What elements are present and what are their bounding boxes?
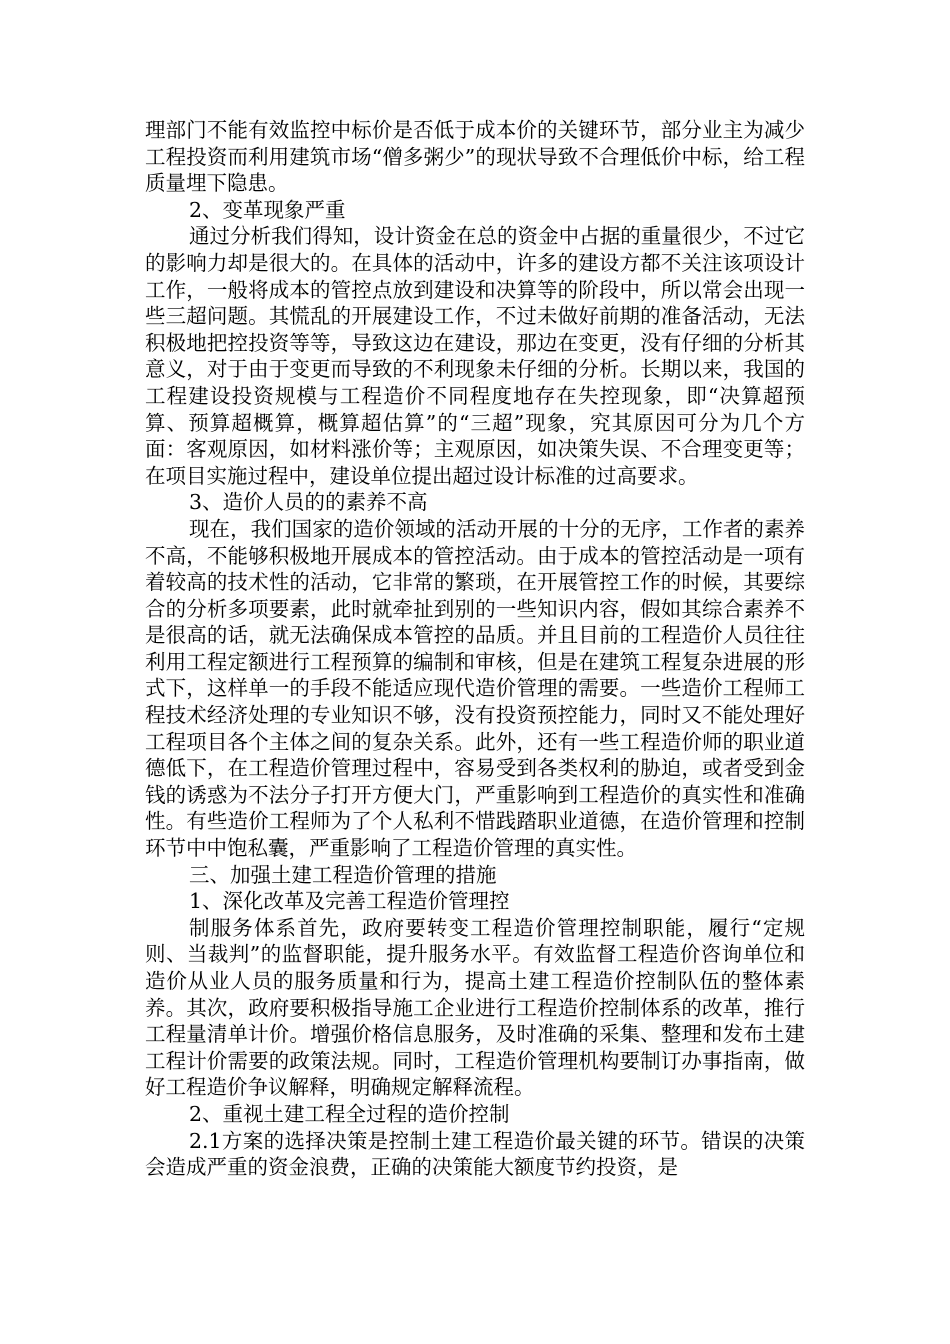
paragraph: 通过分析我们得知，设计资金在总的资金中占据的重量很少，不过它的影响力却是很大的。在具体的活动中，许多的建设方都不关注该项设计工作，一般将成本的管控点放到建设和决算等的阶段中，所以常会出现一些三超问题。其慌乱的开展建设工作，不过未做好前期的准备活动，无法积极地把控投资等等，导致这边在建设，那边在变更，没有仔细的分析其意义，对于由于变更而导致的不利现象未仔细的分析。长期以来，我国的工程建设投资规模与工程造价不同程度地存在失控现象，即“决算超预算、预算超概算，概算超估算”的“三超”现象，究其原因可分为几个方面：客观原因，如材料涨价等；主观原因，如决策失误、不合理变更等；在项目实施过程中，建设单位提出超过设计标准的过高要求。 [145, 224, 805, 488]
paragraph: 现在，我们国家的造价领域的活动开展的十分的无序，工作者的素养不高，不能够积极地开展成本的管控活动。由于成本的管控活动是一项有着较高的技术性的活动，它非常的繁琐，在开展管控工作的时候，其要综合的分析多项要素，此时就牵扯到别的一些知识内容，假如其综合素养不是很高的话，就无法确保成本管控的品质。并且目前的工程造价人员往往利用工程定额进行工程预算的编制和审核，但是在建筑工程复杂进展的形式下，这样单一的手段不能适应现代造价管理的需要。一些造价工程师工程技术经济处理的专业知识不够，没有投资预控能力，同时又不能处理好工程项目各个主体之间的复杂关系。此外，还有一些工程造价师的职业道德低下，在工程造价管理过程中，容易受到各类权利的胁迫，或者受到金钱的诱惑为不法分子打开方便大门，严重影响到工程造价的真实性和准确性。有些造价工程师为了个人私利不惜践踏职业道德，在造价管理和控制环节中中饱私囊，严重影响了工程造价管理的真实性。 [145, 516, 805, 861]
section-heading: 2、变革现象严重 [189, 197, 346, 222]
paragraph-continuation: 理部门不能有效监控中标价是否低于成本价的关键环节，部分业主为减少工程投资而利用建筑市场“僧多粥少”的现状导致不合理低价中标，给工程质量埋下隐患。 [145, 118, 805, 196]
section-heading: 2、重视土建工程全过程的造价控制 [189, 1101, 510, 1126]
section-heading: 3、造价人员的的素养不高 [189, 490, 428, 515]
chapter-heading: 三、加强土建工程造价管理的措施 [189, 862, 497, 887]
document-page [145, 117, 805, 1181]
paragraph: 2.1方案的选择决策是控制土建工程造价最关键的环节。错误的决策会造成严重的资金浪费，正确的决策能大额度节约投资，是 [145, 1128, 805, 1180]
section-heading: 1、深化改革及完善工程造价管理控 [189, 889, 510, 914]
paragraph: 制服务体系首先，政府要转变工程造价管理控制职能，履行“定规则、当裁判”的监督职能，提升服务水平。有效监督工程造价咨询单位和造价从业人员的服务质量和行为，提高土建工程造价控制队伍的整体素养。其次，政府要积极指导施工企业进行工程造价控制体系的改革，推行工程量清单计价。增强价格信息服务，及时准确的采集、整理和发布土建工程计价需要的政策法规。同时，工程造价管理机构要制订办事指南，做好工程造价争议解释，明确规定解释流程。 [145, 915, 805, 1100]
